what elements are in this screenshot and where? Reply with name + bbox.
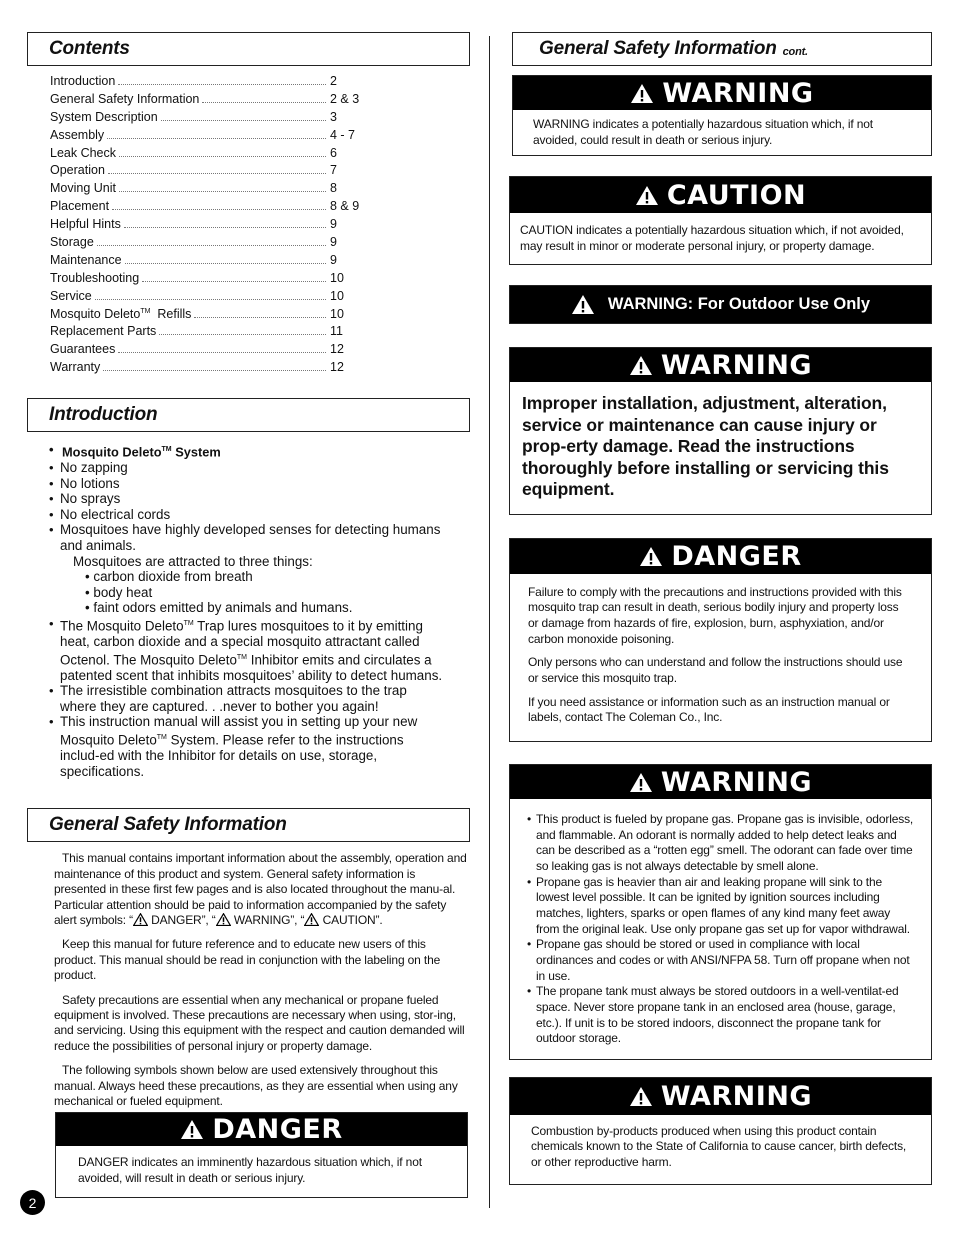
paragraph: This manual contains important information about the assembly, operation and maintenance of this product and system. General safety information is presented in these first few pages and is also located throughout the manu-al. Particular attention should be paid to information accompanied by the safety alert symbols: “ DANGER”, “ WARNING”, “ CAUTION”.: [54, 851, 467, 927]
warning-header: WARNING: [510, 348, 931, 382]
toc-page: 3: [330, 109, 337, 124]
column-divider: [489, 36, 490, 1208]
list-item: • No sprays: [49, 491, 121, 507]
outdoor-use-header: WARNING: For Outdoor Use Only: [510, 286, 931, 323]
warning-triangle-icon: [635, 185, 659, 206]
toc-page: 9: [330, 217, 337, 232]
list-item: • This product is fueled by propane gas. Propane gas is invisible, odorless, and flammable. An odorant is normally added to help detect leaks and can be described as a “rotten egg” smell. The odorant can fade over time so leaking gas is not always detectable by smell alone.: [527, 812, 914, 874]
list-item: • carbon dioxide from breath: [85, 569, 253, 585]
toc-row: [50, 271, 360, 289]
toc-row: [50, 289, 360, 307]
paragraph: If you need assistance or information such as an instruction manual or labels, contact The Coleman Co., Inc.: [528, 694, 890, 725]
toc-title: System Description: [50, 109, 158, 124]
toc-leader: [97, 245, 326, 246]
toc-row: [50, 181, 360, 199]
danger-text: DANGER indicates an imminently hazardous situation which, if not avoided, will result in death or serious injury.: [78, 1155, 422, 1185]
toc-title: Guarantees: [50, 342, 116, 357]
page-number: 2: [20, 1190, 45, 1215]
toc-page: 2 & 3: [330, 91, 360, 106]
toc-row: [50, 110, 360, 128]
toc-row: [50, 163, 360, 181]
outdoor-use-box: [509, 285, 932, 324]
toc-title: General Safety Information: [50, 91, 200, 106]
toc-title: Leak Check: [50, 145, 117, 160]
toc-page: 9: [330, 235, 337, 250]
list-item: • body heat: [85, 584, 153, 600]
toc-row: [50, 146, 360, 164]
warning-triangle-icon: [180, 1119, 204, 1140]
danger-header: DANGER: [510, 539, 931, 574]
toc-title: Troubleshooting: [50, 270, 140, 285]
caution-header: CAUTION: [510, 177, 931, 213]
toc-title: Storage: [50, 235, 94, 250]
toc-page: 6: [330, 145, 337, 160]
warning-triangle-icon: [630, 83, 654, 104]
toc-title: Assembly: [50, 127, 105, 142]
toc-page: 9: [330, 252, 337, 267]
warning-triangle-icon: [629, 1086, 653, 1107]
toc-row: [50, 307, 360, 325]
warning-header: WARNING: [510, 765, 931, 799]
toc-row: [50, 324, 360, 342]
list-item: • No zapping: [49, 460, 128, 475]
right-column: [509, 32, 932, 1185]
toc-title: Service: [50, 288, 92, 303]
general-safety-body: [27, 851, 470, 1109]
toc-row: [50, 342, 360, 360]
warning-california-text: Combustion by-products produced when using this product contain chemicals known to the State of California to cause cancer, birth defects, or other reproductive harm.: [531, 1123, 907, 1169]
list-item: • No electrical cords: [49, 506, 171, 522]
list-item: • No lotions: [49, 475, 120, 491]
list-item: • The Mosquito Deleto™ Trap lures mosquitoes to it by emitting heat, carbon dioxide and a special mosquito attractant called Octenol. The Mosquito Deleto™ Inhibitor emits and circulates a patented scent that inhibits mosquitoes’ ability to detect humans.: [49, 615, 443, 683]
toc-leader: [118, 84, 326, 85]
warning-triangle-icon: [216, 913, 231, 926]
toc-title: Maintenance: [50, 252, 122, 267]
toc-row: [50, 128, 360, 146]
toc-page: 8: [330, 181, 337, 196]
danger-header: DANGER: [56, 1113, 467, 1146]
toc-leader: [103, 370, 326, 371]
general-safety-title: General Safety Information: [27, 808, 470, 842]
list-item: • Propane gas is heavier than air and leaking propane will sink to the lowest level possible. It can be ignited by ignition sources including matches, lighters, sparks or open flames of any kind many feet away from the original leak. Use only propane gas set up for vapor withdrawal.: [527, 874, 910, 936]
toc-leader: [125, 263, 326, 264]
toc-page: 12: [330, 342, 344, 357]
introduction-title: Introduction: [27, 398, 470, 432]
toc-leader: [108, 173, 326, 174]
list-item: Mosquitoes are attracted to three things:: [73, 553, 313, 569]
toc-title: Placement: [50, 199, 110, 214]
toc-row: [50, 217, 360, 235]
toc-row: [50, 74, 360, 92]
paragraph: Failure to comply with the precautions and instructions provided with this mosquito trap can result in death, serious bodily injury and property loss or damage from hazards of fire, explosion, burn, asphyxiation, and/or carbon monoxide poisoning.: [528, 584, 902, 646]
list-item: • Mosquitoes have highly developed senses for detecting humans and animals.: [49, 522, 441, 553]
warning-definition-box: [512, 75, 932, 156]
warning-propane-box: [509, 764, 932, 1060]
toc-title: Mosquito Deleto™ Refills: [50, 306, 192, 321]
toc-leader: [95, 299, 326, 300]
toc-row: [50, 235, 360, 253]
list-item: • faint odors emitted by animals and humans.: [85, 600, 353, 616]
list-item: • Propane gas should be stored or used in compliance with local ordinances and codes or with ANSI/NFPA 58. Turn off propane when not in use.: [527, 937, 910, 983]
introduction-list: [27, 442, 445, 779]
toc-title: Introduction: [50, 74, 116, 88]
danger-propane-box: [509, 538, 932, 743]
toc-page: 4 - 7: [330, 127, 356, 142]
toc-leader: [202, 102, 326, 103]
toc-row: [50, 92, 360, 110]
caution-definition-box: [509, 176, 932, 265]
contents-title: Contents: [27, 32, 470, 66]
toc-row: [50, 199, 360, 217]
warning-triangle-icon: [304, 913, 319, 926]
caution-text: CAUTION indicates a potentially hazardous situation which, if not avoided, may result in minor or moderate personal injury, or property damage.: [520, 223, 904, 253]
toc-leader: [119, 191, 326, 192]
warning-header: WARNING: [510, 1078, 931, 1115]
toc-page: 2: [330, 74, 337, 88]
warning-installation-box: [509, 347, 932, 515]
paragraph: The following symbols shown below are used extensively throughout this manual. Always heed these precautions, as they are essential when using any mechanical or fueled equipment.: [54, 1063, 458, 1108]
toc-page: 8 & 9: [330, 199, 360, 214]
warning-triangle-icon: [629, 772, 653, 793]
toc-row: [50, 360, 360, 378]
list-item: • Mosquito Deleto™ System: [49, 442, 221, 460]
warning-installation-text: Improper installation, adjustment, alteration, service or maintenance can cause injury or prop-erty damage. Read the instructions thoroughly before installing or servicing this equipment.: [522, 393, 889, 499]
toc-title: Replacement Parts: [50, 324, 157, 339]
list-item: • This instruction manual will assist you in setting up your new Mosquito Deleto™ System. Please refer to the instructions includ-ed with the Inhibitor for details on use, storage, specifications.: [49, 714, 418, 779]
warning-triangle-icon: [571, 294, 595, 315]
list-item: • The irresistible combination attracts mosquitoes to the trap where they are captured. . .never to bother you again!: [49, 683, 407, 714]
toc-title: Operation: [50, 163, 105, 178]
toc-leader: [107, 138, 326, 139]
toc-page: 7: [330, 163, 337, 178]
general-safety-cont-title: General Safety Information cont.: [512, 32, 932, 66]
warning-triangle-icon: [629, 355, 653, 376]
toc-leader: [159, 334, 326, 335]
toc-leader: [142, 281, 326, 282]
toc-title: Moving Unit: [50, 181, 116, 196]
warning-california-box: [509, 1077, 932, 1186]
toc-leader: [124, 227, 326, 228]
danger-definition-box: [55, 1112, 468, 1198]
toc-page: 11: [330, 324, 343, 339]
toc-leader: [161, 120, 326, 121]
table-of-contents: [27, 74, 360, 378]
warning-triangle-icon: [133, 913, 148, 926]
paragraph: Keep this manual for future reference and to educate new users of this product. This manual should be read in conjunction with the labeling on the product.: [54, 937, 441, 983]
paragraph: Safety precautions are essential when any mechanical or propane fueled equipment is involved. These precautions are necessary when using, stor-ing, and servicing. Using this equipment with the respect and caution demanded will reduce the possibilities of personal injury or property damage.: [54, 992, 465, 1053]
toc-page: 10: [330, 270, 344, 285]
toc-leader: [119, 156, 326, 157]
warning-text: WARNING indicates a potentially hazardous situation which, if not avoided, could result in death or serious injury.: [533, 117, 873, 147]
paragraph: Only persons who can understand and follow the instructions should use or service this mosquito trap.: [528, 655, 903, 686]
toc-title: Helpful Hints: [50, 217, 121, 232]
danger-text: [510, 574, 931, 742]
toc-leader: [112, 209, 326, 210]
toc-row: [50, 253, 360, 271]
toc-page: 12: [330, 360, 344, 375]
toc-title: Warranty: [50, 360, 101, 375]
toc-page: 10: [330, 306, 344, 321]
toc-leader: [118, 352, 326, 353]
warning-header: WARNING: [513, 76, 931, 110]
toc-page: 10: [330, 288, 344, 303]
left-column: [27, 32, 470, 1185]
toc-leader: [194, 317, 326, 318]
warning-propane-text: [510, 799, 931, 1059]
list-item: • The propane tank must always be stored outdoors in a well-ventilat-ed space. Never store propane tank in an enclosed area (house, garage, etc.). If unit is to be stored indoors, disconnect the propane tank for outdoor storage.: [527, 984, 899, 1046]
warning-triangle-icon: [639, 546, 663, 567]
